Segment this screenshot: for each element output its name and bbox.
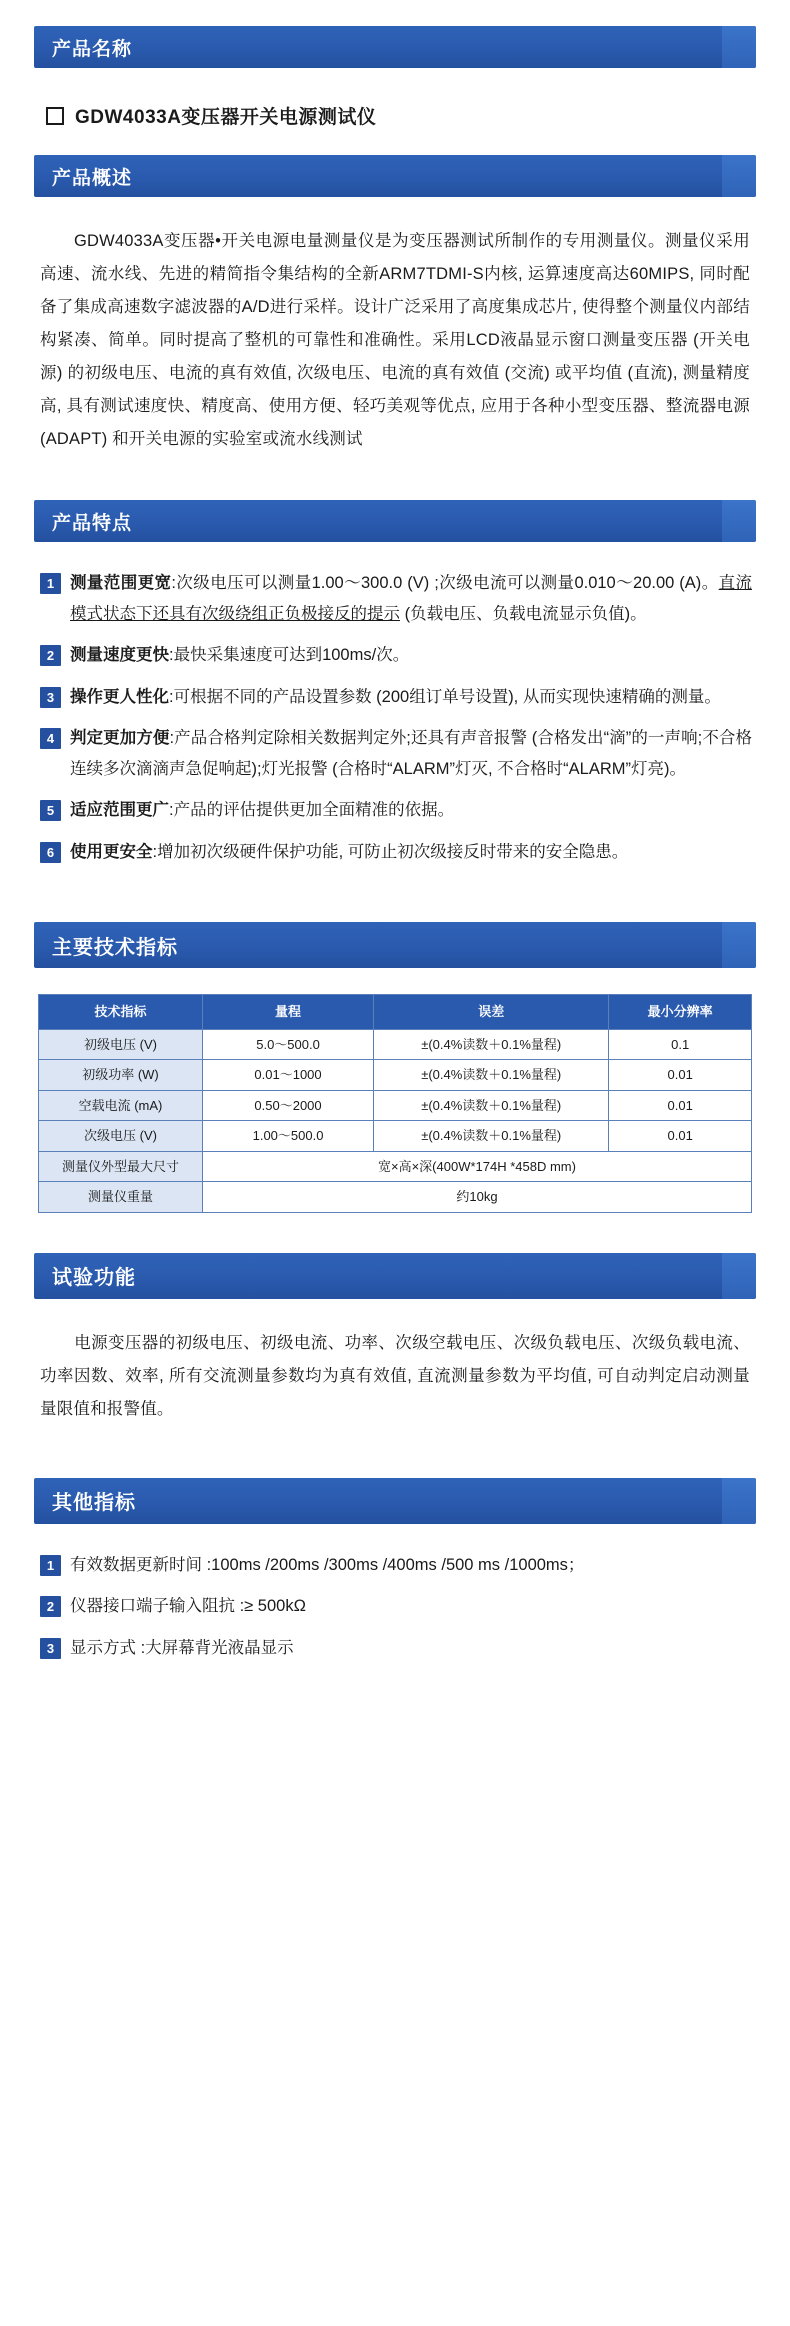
spacer	[34, 888, 756, 922]
list-number-badge: 3	[40, 1638, 61, 1659]
specs-table	[38, 994, 752, 1213]
list-number-badge: 1	[40, 573, 61, 594]
table-cell: 0.50～2000	[202, 1090, 373, 1121]
table-cell: 次级电压 (V)	[39, 1121, 203, 1152]
list-item	[40, 682, 752, 713]
feature-body-post: (负载电压、负载电流显示负值)。	[400, 604, 647, 623]
list-item-text	[70, 795, 454, 826]
list-number-badge: 6	[40, 842, 61, 863]
header-tail-decoration	[722, 500, 756, 542]
column-header: 最小分辨率	[609, 995, 752, 1030]
column-header: 技术指标	[39, 995, 203, 1030]
other-specs-list	[34, 1530, 756, 1685]
feature-title: 适应范围更广	[70, 801, 169, 820]
table-cell-value: 宽×高×深(400W*174H *458D mm)	[202, 1151, 751, 1182]
section-title-specs: 主要技术指标	[52, 936, 178, 959]
list-item	[40, 837, 752, 868]
table-body	[39, 1029, 752, 1212]
list-item	[40, 1591, 752, 1622]
table-cell-value: 约10kg	[202, 1182, 751, 1213]
table-cell: 0.01	[609, 1060, 752, 1091]
list-number-badge: 2	[40, 645, 61, 666]
feature-title: 测量范围更宽	[70, 574, 172, 592]
table-header-row	[39, 995, 752, 1030]
section-title-test-function: 试验功能	[52, 1267, 136, 1290]
feature-title: 测量速度更快	[70, 646, 169, 665]
table-cell: 5.0～500.0	[202, 1029, 373, 1060]
section-title-features: 产品特点	[52, 512, 133, 534]
list-item-text: 有效数据更新时间 :100ms /200ms /300ms /400ms /500 ms /1000ms；	[70, 1555, 585, 1574]
table-cell: ±(0.4%读数＋0.1%量程)	[374, 1121, 609, 1152]
table-cell: 空载电流 (mA)	[39, 1090, 203, 1121]
table-cell: 1.00～500.0	[202, 1121, 373, 1152]
list-item	[40, 1633, 752, 1664]
feature-title: 操作更人性化	[70, 687, 169, 706]
section-header-overview	[34, 155, 756, 197]
section-header-specs	[34, 922, 756, 968]
list-item	[40, 723, 752, 784]
table-cell: 0.01～1000	[202, 1060, 373, 1091]
list-item-text	[70, 682, 721, 713]
table-header	[39, 995, 752, 1030]
feature-body-pre: :产品合格判定除相关数据判定外;还具有声音报警 (合格发出“滴”的一声响;不合格连续多次滴滴声急促响起);灯光报警 (合格时“ALARM”灯灭, 不合格时“ALARM”灯亮)。	[70, 729, 753, 778]
header-tail-decoration	[722, 922, 756, 968]
table-cell-label: 测量仪重量	[39, 1182, 203, 1213]
feature-body-pre: :最快采集速度可达到100ms/次。	[169, 646, 410, 665]
table-row	[39, 1090, 752, 1121]
list-number-badge: 4	[40, 728, 61, 749]
table-cell-label: 测量仪外型最大尺寸	[39, 1151, 203, 1182]
checkbox-icon	[46, 107, 64, 125]
table-cell: ±(0.4%读数＋0.1%量程)	[374, 1060, 609, 1091]
table-cell: ±(0.4%读数＋0.1%量程)	[374, 1029, 609, 1060]
specs-table-wrapper	[34, 974, 756, 1219]
section-header-features	[34, 500, 756, 542]
section-header-product-name	[34, 26, 756, 68]
list-item-text: 仪器接口端子输入阻抗 :≥ 500kΩ	[70, 1597, 306, 1616]
overview-paragraph	[34, 203, 756, 474]
overview-text: GDW4033A变压器•开关电源电量测量仪是为变压器测试所制作的专用测量仪。测量仪采用高速、流水线、先进的精简指令集结构的全新ARM7TDMI-S内核, 运算速度高达60MIPS, 同时配备了集成高速数字滤波器的A/D进行采样。设计广泛采用了高度集成芯片, 使得整个测量仪内部结构紧凑、简单。同时提高了整机的可靠性和准确性。采用LCD液晶显示窗口测量变压器 (开关电源) 的初级电压、电流的真有效值, 次级电压、电流的真有效值 (交流) 或平均值 (直流), 测量精度高, 具有测试速度快、精度高、使用方便、轻巧美观等优点, 应用于各种小型变压器、整流器电源 (ADAPT) 和开关电源的实验室或流水线测试	[40, 232, 750, 448]
table-cell: 0.1	[609, 1029, 752, 1060]
list-item	[40, 1550, 752, 1581]
table-cell: 初级功率 (W)	[39, 1060, 203, 1091]
feature-body-pre: :可根据不同的产品设置参数 (200组订单号设置), 从而实现快速精确的测量。	[169, 687, 721, 706]
table-row	[39, 1151, 752, 1182]
table-cell: 0.01	[609, 1090, 752, 1121]
feature-title: 使用更安全	[70, 842, 153, 861]
table-row	[39, 1182, 752, 1213]
feature-body-pre: :次级电压可以测量1.00～300.0 (V) ;次级电流可以测量0.010～20.00 (A)。	[171, 574, 719, 592]
section-title-other-specs: 其他指标	[52, 1492, 136, 1515]
header-tail-decoration	[722, 26, 756, 68]
table-row	[39, 1060, 752, 1091]
table-cell: 初级电压 (V)	[39, 1029, 203, 1060]
list-item-text	[70, 640, 409, 671]
product-name-text: GDW4033A变压器开关电源测试仪	[75, 107, 377, 128]
list-number-badge: 3	[40, 687, 61, 708]
list-item-text	[70, 723, 752, 784]
feature-body-pre: :产品的评估提供更加全面精准的依据。	[169, 801, 455, 820]
column-header: 误差	[374, 995, 609, 1030]
feature-body-pre: :增加初次级硬件保护功能, 可防止初次级接反时带来的安全隐患。	[152, 842, 629, 861]
table-cell: ±(0.4%读数＋0.1%量程)	[374, 1090, 609, 1121]
list-item-text	[70, 568, 752, 629]
list-number-badge: 2	[40, 1596, 61, 1617]
table-row	[39, 1029, 752, 1060]
feature-title: 判定更加方便	[70, 729, 170, 748]
spacer	[34, 474, 756, 500]
header-tail-decoration	[722, 1478, 756, 1524]
section-header-test-function	[34, 1253, 756, 1299]
header-tail-decoration	[722, 155, 756, 197]
features-list	[34, 548, 756, 888]
table-row	[39, 1121, 752, 1152]
table-cell: 0.01	[609, 1121, 752, 1152]
list-item	[40, 640, 752, 671]
section-header-other-specs	[34, 1478, 756, 1524]
test-function-text: 电源变压器的初级电压、初级电流、功率、次级空载电压、次级负载电压、次级负载电流、功率因数、效率, 所有交流测量参数均为真有效值, 直流测量参数为平均值, 可自动判定启动测量量限值和报警值。	[40, 1333, 750, 1418]
list-item-text: 显示方式 :大屏幕背光液晶显示	[70, 1638, 294, 1657]
column-header: 量程	[202, 995, 373, 1030]
list-item	[40, 568, 752, 629]
header-tail-decoration	[722, 1253, 756, 1299]
list-number-badge: 5	[40, 800, 61, 821]
list-number-badge: 1	[40, 1555, 61, 1576]
test-function-paragraph	[34, 1305, 756, 1444]
section-title-product-name: 产品名称	[52, 38, 133, 60]
product-name-row	[34, 74, 756, 155]
section-title-overview: 产品概述	[52, 167, 133, 189]
list-item	[40, 795, 752, 826]
list-item-text	[70, 837, 628, 868]
feature-body-underlined: 直流模式状态下还具有次级绕组正负极接反的提示	[70, 574, 753, 623]
spacer	[34, 1444, 756, 1478]
spacer	[34, 1219, 756, 1253]
